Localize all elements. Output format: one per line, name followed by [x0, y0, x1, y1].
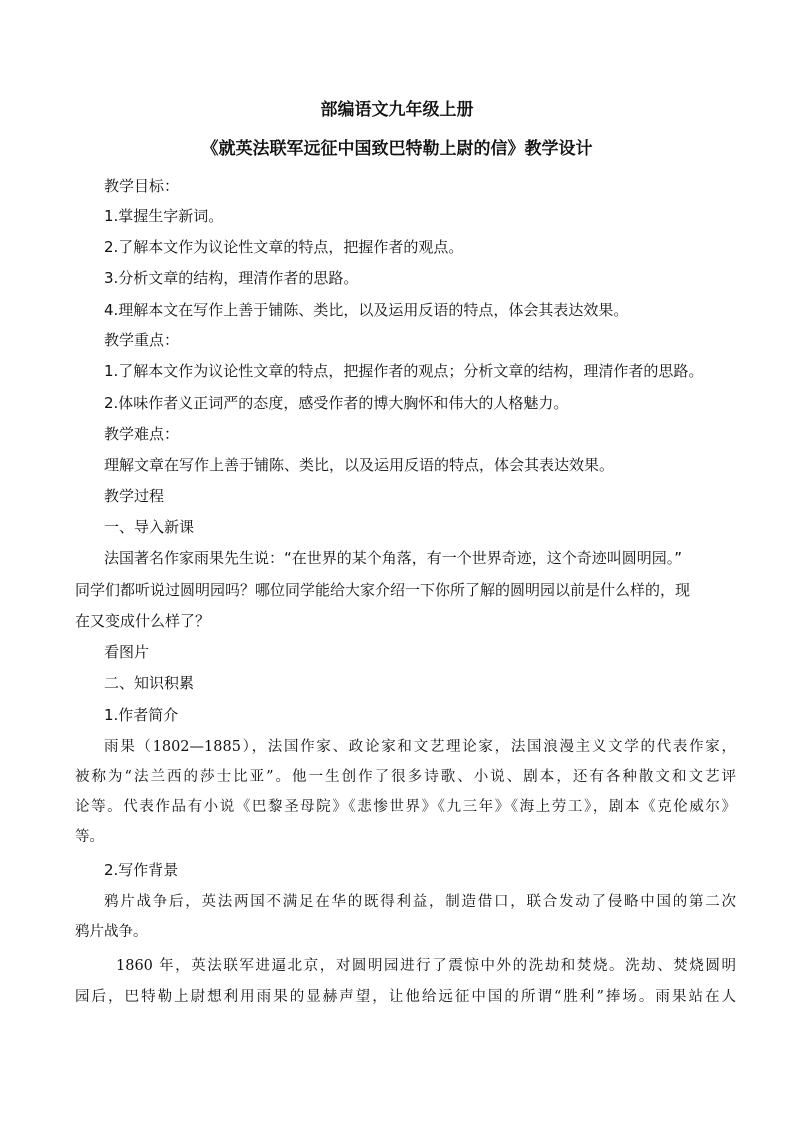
key-point-item: 1.了解本文作为议论性文章的特点，把握作者的观点；分析文章的结构，理清作者的思路。 [104, 362, 704, 380]
author-heading: 1.作者简介 [104, 706, 179, 724]
goal-item: 4.理解本文在写作上善于铺陈、类比，以及运用反语的特点，体会其表达效果。 [104, 301, 629, 319]
document-subtitle: 《就英法联军远征中国致巴特勒上尉的信》教学设计 [201, 139, 593, 159]
goal-item: 3.分析文章的结构，理清作者的思路。 [104, 269, 359, 287]
author-paragraph-line: 论等。代表作品有小说《巴黎圣母院》《悲惨世界》《九三年》《海上劳工》，剧本《克伦威尔》 [75, 799, 736, 815]
see-pictures-text: 看图片 [104, 643, 150, 661]
intro-paragraph-line: 在又变成什么样了？ [75, 612, 211, 630]
background-paragraph-line: 鸦片战争。 [75, 924, 148, 940]
background-heading: 2.写作背景 [104, 861, 179, 879]
difficulties-text: 理解文章在写作上善于铺陈、类比，以及运用反语的特点，体会其表达效果。 [104, 456, 615, 474]
goal-item: 2.了解本文作为议论性文章的特点，把握作者的观点。 [104, 238, 464, 256]
background-paragraph-line: 鸦片战争后，英法两国不满足在华的既得利益，制造借口，联合发动了侵略中国的第二次 [104, 894, 736, 910]
process-heading: 教学过程 [104, 487, 165, 505]
difficulties-heading: 教学难点： [104, 425, 180, 443]
key-point-item: 2.体味作者义正词严的态度，感受作者的博大胸怀和伟大的人格魅力。 [104, 394, 569, 412]
background-paragraph-line: 园后，巴特勒上尉想利用雨果的显赫声望，让他给远征中国的所谓“胜利”捧场。雨果站在人 [75, 989, 736, 1005]
author-paragraph-line: 等。 [75, 829, 104, 845]
intro-paragraph-line: 法国著名作家雨果先生说：“在世界的某个角落，有一个世界奇迹，这个奇迹叫圆明园。” [104, 549, 683, 567]
goals-heading: 教学目标： [104, 177, 180, 195]
author-paragraph-line: 雨果（1802—1885），法国作家、政论家和文艺理论家，法国浪漫主义文学的代表作家， [104, 739, 736, 755]
intro-paragraph-line: 同学们都听说过圆明园吗？哪位同学能给大家介绍一下你所了解的圆明园以前是什么样的，现 [75, 581, 691, 599]
background-paragraph-line: 1860 年，英法联军进逼北京，对圆明园进行了震惊中外的洗劫和焚烧。洗劫、焚烧圆明 [116, 958, 736, 974]
goal-item: 1.掌握生字新词。 [104, 207, 224, 225]
section-heading: 二、知识积累 [104, 674, 195, 692]
key-points-heading: 教学重点： [104, 331, 180, 349]
author-paragraph-line: 被称为“法兰西的莎士比亚”。他一生创作了很多诗歌、小说、剧本，还有各种散文和文艺评 [75, 769, 736, 785]
section-heading: 一、导入新课 [104, 518, 195, 536]
document-title: 部编语文九年级上册 [320, 100, 474, 120]
